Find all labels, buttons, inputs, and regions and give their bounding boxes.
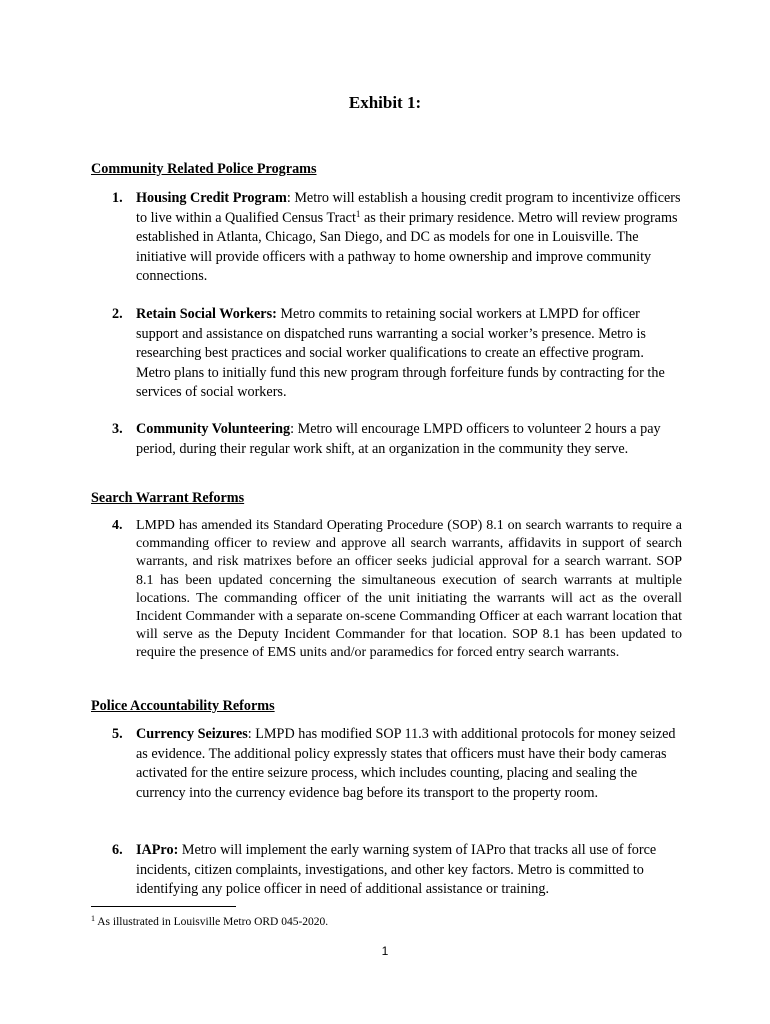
item-lead: Currency Seizures [136,726,248,742]
item-text: Metro commits to retaining social workers at LMPD for officer support and assistance on dispatched runs warranting a social worker’s presence. Metro is researching best practices and social worker qualifications to create an effective program. Metro plans to initially fund this new program through forfeiture funds by contracting for the services of social workers. [136,306,665,401]
list-item-currency-seizures [112,725,682,803]
footnote [91,915,328,929]
item-text-continued: as their primary residence. Metro will review programs established in Atlanta, Chicago, San Diego, and DC as models for one in Louisville. The initiative will provide officers with a pathway to home ownership and improve community connections. [136,209,678,285]
item-lead: Community Volunteering [136,421,291,437]
list-item-social-workers [112,305,682,403]
item-number: 5. [112,726,123,742]
item-lead: Housing Credit Program [136,190,287,206]
list-item-housing-credit [112,189,682,287]
list-item-community-volunteering [112,420,682,459]
item-lead: IAPro: [136,842,179,858]
item-number: 6. [112,842,123,858]
item-text: Metro will establish a housing credit program to incentivize officers to live within a Qualified Census Tract [136,190,681,226]
section-heading-search-warrant: Search Warrant Reforms [91,490,245,506]
item-lead-separator: : [286,190,291,206]
item-number: 4. [112,518,123,533]
list-item-iapro [112,841,682,900]
item-number: 3. [112,421,123,437]
item-text: LMPD has amended its Standard Operating Procedure (SOP) 8.1 on search warrants to require a commanding officer to review and approve all search warrants, affidavits in support of search warrants, and risk matrixes before an officer seeks judicial approval for a search warrant. SOP 8.1 has been updated concerning the simultaneous execution of search warrants at multiple locations. The commanding officer of the unit initiating the warrants will act as the overall Incident Commander with a separate on-scene Commanding Officer at each warrant location that will serve as the Deputy Incident Commander for that location. SOP 8.1 has been updated to require the presence of EMS units and/or paramedics for forced entry search warrants. [136,518,682,661]
footnote-text: As illustrated in Louisville Metro ORD 045-2020. [95,916,329,928]
footnote-reference: 1 [355,208,361,219]
page-title: Exhibit 1: [348,93,422,112]
item-text: Metro will implement the early warning system of IAPro that tracks all use of force incidents, citizen complaints, investigations, and other key factors. Metro is committed to identifying any police officer in need of additional assistance or training. [136,842,657,898]
section-heading-community: Community Related Police Programs [91,161,317,177]
footnote-marker: 1 [91,914,95,923]
list-item-sop-8-1 [112,517,682,663]
item-number: 1. [112,190,123,206]
item-text: : Metro will encourage LMPD officers to volunteer 2 hours a pay period, during their regular work shift, at an organization in the community they serve. [136,421,661,457]
footnote-divider [91,906,236,907]
item-lead: Retain Social Workers: [136,306,277,322]
item-text: : LMPD has modified SOP 11.3 with additional protocols for money seized as evidence. The additional policy expressly states that officers must have their body cameras activated for the entire seizure process, which includes counting, placing and sealing the currency into the currency evidence bag before its transport to the property room. [136,726,676,801]
section-heading-accountability: Police Accountability Reforms [91,698,275,714]
page-number: 1 [381,944,389,958]
item-number: 2. [112,306,123,322]
